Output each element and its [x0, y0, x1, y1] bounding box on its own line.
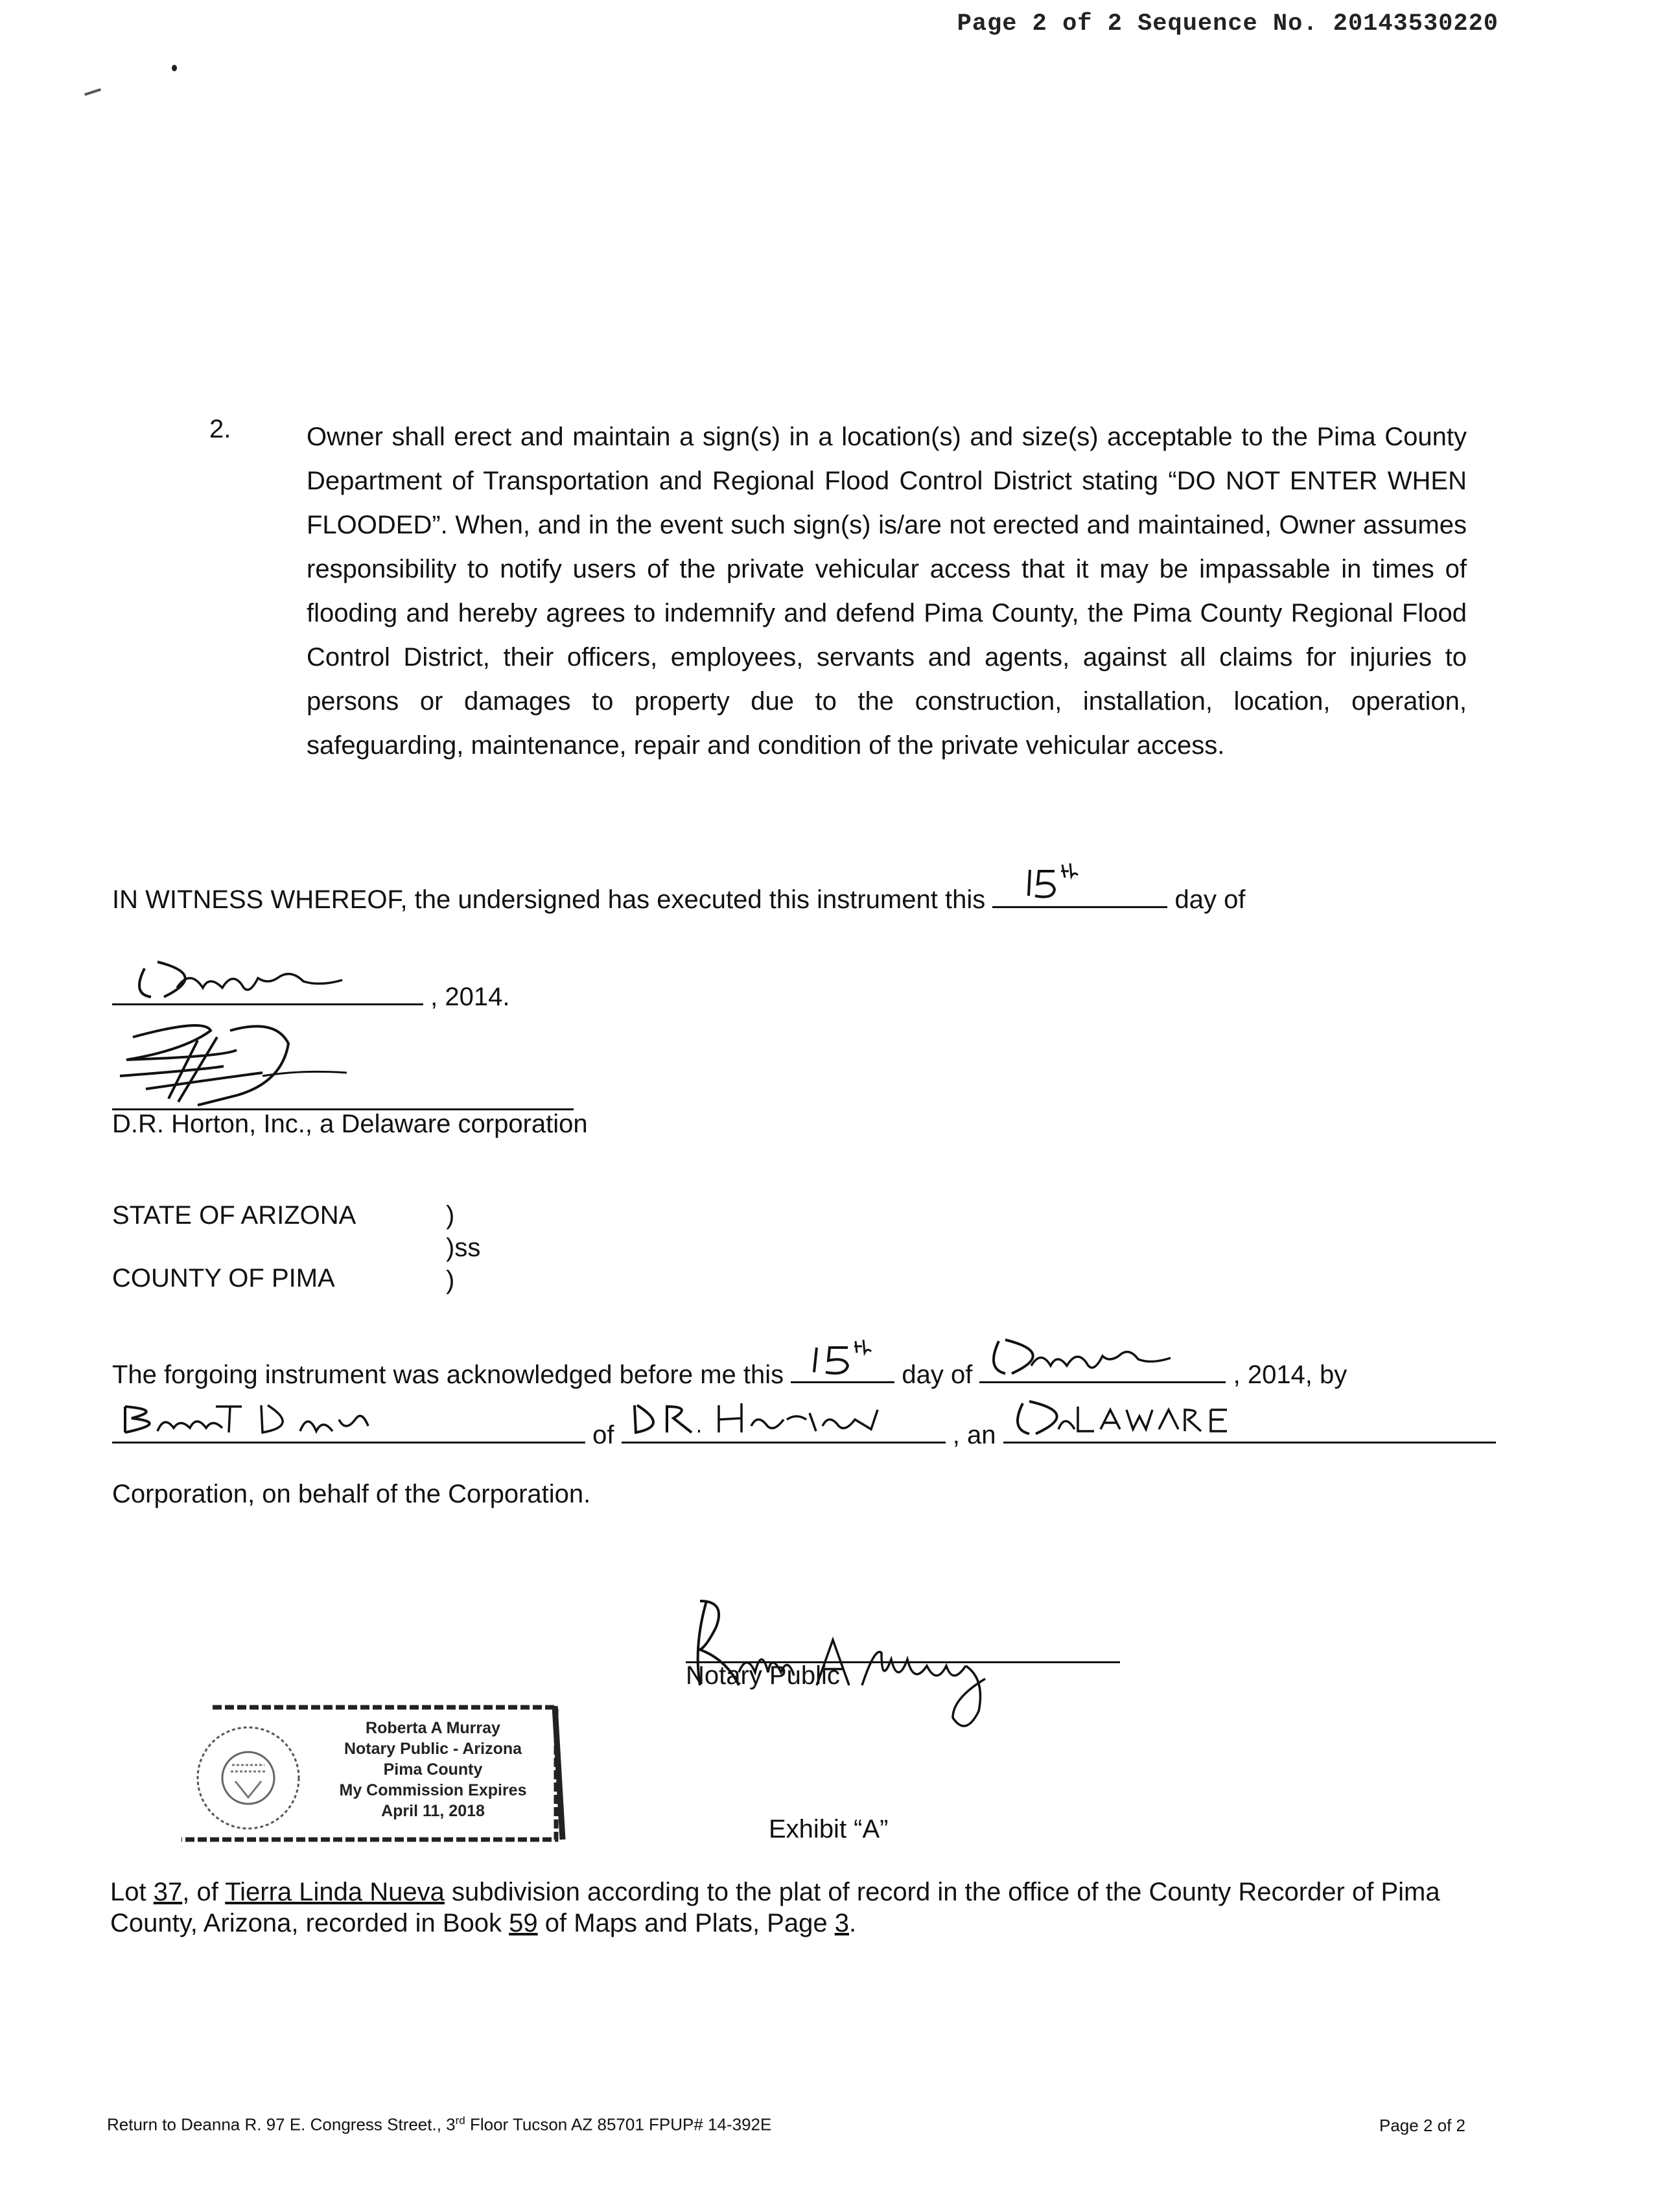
exhibit-legal-description: [110, 1876, 1504, 1939]
ack-closing: Corporation, on behalf of the Corporation.: [112, 1480, 591, 1508]
stamp-line: Roberta A Murray: [366, 1719, 500, 1737]
handwritten-company: [622, 1394, 946, 1439]
ack-an: , an: [952, 1421, 996, 1449]
witness-month-line: [112, 972, 509, 1012]
ack-month-blank: [979, 1350, 1226, 1383]
witness-year: , 2014.: [430, 983, 510, 1011]
page-number: 3: [834, 1909, 849, 1937]
witness-prefix: IN WITNESS WHEREOF, the undersigned has executed this instrument this: [112, 885, 986, 914]
ack-year-by: , 2014, by: [1233, 1361, 1348, 1389]
exhibit-text: Lot: [110, 1878, 154, 1906]
exhibit-text: subdivision according to the plat of record in the office of the County Recorder of Pima County, Arizona, recorded in Book: [110, 1878, 1440, 1937]
exhibit-text: , of: [182, 1878, 226, 1906]
exhibit-text: of Maps and Plats, Page: [537, 1909, 835, 1937]
subdivision-name: Tierra Linda Nueva: [225, 1878, 445, 1906]
exhibit-text: .: [848, 1909, 857, 1937]
stamp-line: April 11, 2018: [381, 1802, 485, 1820]
handwritten-day: [992, 858, 1167, 904]
handwritten-state: [1003, 1394, 1496, 1439]
notary-public-label: Notary Public: [686, 1661, 840, 1690]
ack-company-blank: [622, 1410, 946, 1443]
notary-seal-stamp: [174, 1703, 566, 1847]
ack-name-blank: [112, 1410, 585, 1443]
venue-ss: )ss: [446, 1233, 481, 1262]
witness-month-blank: [112, 972, 423, 1005]
stamp-text: [303, 1718, 563, 1821]
sequence-header: Page 2 of 2 Sequence No. 20143530220: [957, 10, 1499, 38]
handwritten-signer-name: [112, 1394, 585, 1439]
footer-page-number: Page 2 of 2: [1379, 2116, 1465, 2135]
ack-prefix: The forgoing instrument was acknowledged before me this: [112, 1361, 784, 1389]
ack-state-blank: [1003, 1410, 1496, 1443]
witness-line: [112, 875, 1245, 915]
footer-return-address: [107, 2114, 771, 2135]
venue-paren-2: ): [446, 1266, 455, 1294]
ack-day-of: day of: [902, 1361, 973, 1389]
section-2-text: Owner shall erect and maintain a sign(s) in a location(s) and size(s) acceptable to the Pima County Department of Transportation and Regional Flood Control District stating “DO NOT ENTER WHEN FLOODED”. When, and in the event such sign(s) is/are not erected and maintained, Owner assumes responsibility to notify users of the private vehicular access that it may be impassable in times of flooding and hereby agrees to indemnify and defend Pima County, the Pima County Regional Flood Control District, their officers, employees, servants and agents, against all claims for injuries to persons or damages to property due to the construction, installation, location, operation, safeguarding, maintenance, repair and condition of the private vehicular access.: [307, 423, 1467, 760]
venue-paren-1: ): [446, 1201, 455, 1230]
handwritten-ack-month: [979, 1333, 1226, 1379]
ack-of: of: [592, 1421, 614, 1449]
witness-day-blank: [992, 875, 1167, 908]
stamp-line: Pima County: [383, 1760, 483, 1779]
signatory-name: D.R. Horton, Inc., a Delaware corporation: [112, 1110, 588, 1138]
county-label: COUNTY OF PIMA: [112, 1264, 335, 1292]
exhibit-title: Exhibit “A”: [769, 1815, 889, 1843]
footer-superscript: rd: [455, 2114, 465, 2127]
scan-mark: [84, 88, 101, 96]
stamp-line: Notary Public - Arizona: [344, 1740, 522, 1758]
horton-signature: [107, 1011, 379, 1108]
ack-line-1: [112, 1350, 1347, 1390]
ack-line-2: [112, 1410, 1496, 1450]
ack-day-blank: [791, 1350, 894, 1383]
scan-mark: [172, 65, 177, 71]
footer-return-rest: Floor Tucson AZ 85701 FPUP# 14-392E: [465, 2114, 772, 2134]
book-number: 59: [509, 1909, 538, 1937]
witness-suffix: day of: [1174, 885, 1246, 914]
state-label: STATE OF ARIZONA: [112, 1201, 356, 1230]
handwritten-month: [112, 955, 423, 1001]
footer-return-text: Return to Deanna R. 97 E. Congress Street., 3: [107, 2114, 456, 2134]
stamp-line: My Commission Expires: [339, 1781, 527, 1799]
section-number: 2.: [209, 415, 231, 443]
lot-number: 37: [153, 1878, 183, 1906]
handwritten-ack-day: [791, 1333, 894, 1379]
